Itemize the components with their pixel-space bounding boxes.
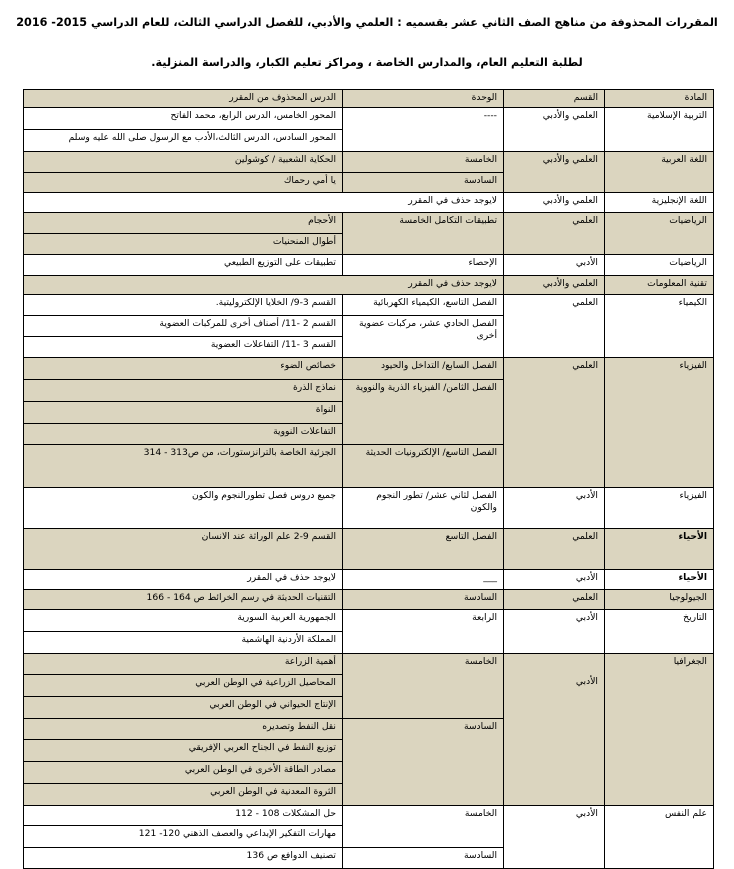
section-cell: الأدبي: [504, 255, 605, 276]
lesson-cell: التقنيات الحديثة في رسم الخرائط ص 164 - 166: [24, 590, 343, 610]
lesson-cell: الجزئية الخاصة بالترانزستورات، من ص313 - 314: [24, 445, 343, 488]
unit-cell: الفصل التاسع: [343, 529, 504, 570]
subject-cell: علم النفس: [605, 806, 714, 869]
lesson-cell: مصادر الطاقة الأخرى في الوطن العربي: [24, 762, 343, 784]
table-row: [24, 488, 714, 529]
document-title: المقررات المحذوفة من مناهج الصف الثاني عشر بقسميه : العلمي والأدبي، للفصل الدراسي الثالث، للعام الدراسي 2015- 2016: [16, 16, 718, 29]
lesson-cell: الثروة المعدنية في الوطن العربي: [24, 784, 343, 806]
unit-cell: الرابعة: [343, 610, 504, 654]
subject-cell: الرياضيات: [605, 255, 714, 276]
subject-cell: تقنية المعلومات: [605, 276, 714, 295]
table-row: [24, 570, 714, 590]
header-row: [24, 90, 714, 108]
lesson-cell: حل المشكلات 108 - 112: [24, 806, 343, 826]
lesson-cell: أهمية الزراعة: [24, 654, 343, 675]
unit-cell: الفصل الثامن/ الفيزياء الذرية والنووية: [343, 380, 504, 445]
subject-cell: التاريخ: [605, 610, 714, 654]
subject-cell: الجيولوجيا: [605, 590, 714, 610]
lesson-cell: الإنتاج الحيواني في الوطن العربي: [24, 697, 343, 719]
table-row: [24, 529, 714, 570]
subject-cell: الجغرافيا: [605, 654, 714, 806]
unit-cell: الفصل السابع/ التداخل والحيود: [343, 358, 504, 380]
section-cell: الأدبي: [504, 806, 605, 869]
section-cell: العلمي والأدبي: [504, 193, 605, 213]
unit-cell: السادسة: [343, 848, 504, 869]
document-subtitle: لطلبة التعليم العام، والمدارس الخاصة ، ومراكز تعليم الكبار، والدراسة المنزلية.: [151, 56, 583, 69]
unit-cell: الخامسة: [343, 152, 504, 173]
lesson-cell: المحاصيل الزراعية في الوطن العربي: [24, 675, 343, 697]
unit-cell: السادسة: [343, 590, 504, 610]
unit-cell: الفصل الحادي عشر، مركبات عضوية أخرى: [343, 316, 504, 358]
unit-cell: الإحصاء: [343, 255, 504, 276]
table-row: [24, 358, 714, 380]
lesson-cell: القسم 2 -11/ أصناف أخرى للمركبات العضوية: [24, 316, 343, 337]
subject-cell: اللغة العربية: [605, 152, 714, 193]
unit-cell: ___: [343, 570, 504, 590]
lesson-cell: الجمهورية العربية السورية: [24, 610, 343, 632]
header-subject: المادة: [605, 90, 714, 108]
unit-cell: الخامسة: [343, 806, 504, 848]
lesson-cell: توزيع النفط في الجناح العربي الإفريقي: [24, 740, 343, 762]
section-cell: العلمي: [504, 295, 605, 358]
table-row: [24, 806, 714, 826]
lesson-cell: النواة: [24, 402, 343, 424]
lesson-cell: القسم 3-9/ الخلايا الإلكتروليتية.: [24, 295, 343, 316]
section-cell: العلمي والأدبي: [504, 108, 605, 152]
section-cell: العلمي: [504, 590, 605, 610]
lesson-cell: نماذج الذرة: [24, 380, 343, 402]
unit-cell: الفصل التاسع/ الإلكترونيات الحديثة: [343, 445, 504, 488]
lesson-cell: الحكاية الشعبية / كوشولين: [24, 152, 343, 173]
lesson-cell: خصائص الضوء: [24, 358, 343, 380]
table-row: [24, 255, 714, 276]
section-cell: العلمي: [504, 529, 605, 570]
lesson-cell: يا أمي رحماك: [24, 173, 343, 193]
lesson-cell: القسم 9-2 علم الوراثة عند الانسان: [24, 529, 343, 570]
subject-cell: الفيزياء: [605, 488, 714, 529]
lesson-cell: القسم 3 -11/ التفاعلات العضوية: [24, 337, 343, 358]
unit-cell: ----: [343, 108, 504, 152]
table-row: [24, 276, 714, 295]
section-cell: العلمي والأدبي: [504, 276, 605, 295]
subject-cell: الكيمياء: [605, 295, 714, 358]
unit-cell: الفصل التاسع، الكيمياء الكهربائية: [343, 295, 504, 316]
lesson-cell: لايوجد حذف في المقرر: [24, 570, 343, 590]
deleted-lessons-table: [23, 89, 714, 869]
section-cell: الأدبي: [504, 488, 605, 529]
section-cell: العلمي: [504, 358, 605, 488]
lesson-cell: مهارات التفكير الإبداعي والعصف الذهني 120- 121: [24, 826, 343, 848]
section-cell: الأدبي: [504, 570, 605, 590]
table-row: [24, 108, 714, 130]
table-row: [24, 590, 714, 610]
lesson-cell: تطبيقات على التوزيع الطبيعي: [24, 255, 343, 276]
lesson-cell: نقل النفط وتصديره: [24, 719, 343, 740]
subject-cell: الرياضيات: [605, 213, 714, 255]
lesson-cell: التفاعلات النووية: [24, 424, 343, 445]
section-cell: الأدبي: [504, 610, 605, 654]
lesson-cell: جميع دروس فصل تطورالنجوم والكون: [24, 488, 343, 529]
lesson-cell: المحور الخامس، الدرس الرابع، محمد الفاتح: [24, 108, 343, 130]
table-row: [24, 193, 714, 213]
section-cell: العلمي: [504, 213, 605, 255]
unit-cell: السادسة: [343, 719, 504, 806]
unit-cell: الفصل لثاني عشر/ تطور النجوم والكون: [343, 488, 504, 529]
subject-cell: اللغة الإنجليزية: [605, 193, 714, 213]
header-section: القسم: [504, 90, 605, 108]
lesson-cell: لايوجد حذف في المقرر: [24, 193, 504, 213]
header-unit: الوحدة: [343, 90, 504, 108]
lesson-cell: المحور السادس، الدرس الثالث،الأدب مع الرسول صلى الله عليه وسلم: [24, 130, 343, 152]
section-cell: الأدبي: [504, 654, 605, 806]
unit-cell: تطبيقات التكامل الخامسة: [343, 213, 504, 255]
unit-cell: الخامسة: [343, 654, 504, 719]
subject-cell: الأحياء: [605, 529, 714, 570]
lesson-cell: الأحجام: [24, 213, 343, 234]
table-row: [24, 295, 714, 316]
subject-cell: الفيزياء: [605, 358, 714, 488]
header-lesson: الدرس المحذوف من المقرر: [24, 90, 343, 108]
lesson-cell: تصنيف الدوافع ص 136: [24, 848, 343, 869]
table-row: [24, 610, 714, 632]
section-cell: العلمي والأدبي: [504, 152, 605, 193]
subject-cell: الأحياء: [605, 570, 714, 590]
table-row: [24, 213, 714, 234]
table-row: [24, 152, 714, 173]
lesson-cell: لايوجد حذف في المقرر: [24, 276, 504, 295]
lesson-cell: أطوال المنحنيات: [24, 234, 343, 255]
lesson-cell: المملكة الأردنية الهاشمية: [24, 632, 343, 654]
unit-cell: السادسة: [343, 173, 504, 193]
table-row: [24, 654, 714, 675]
subject-cell: التربية الإسلامية: [605, 108, 714, 152]
